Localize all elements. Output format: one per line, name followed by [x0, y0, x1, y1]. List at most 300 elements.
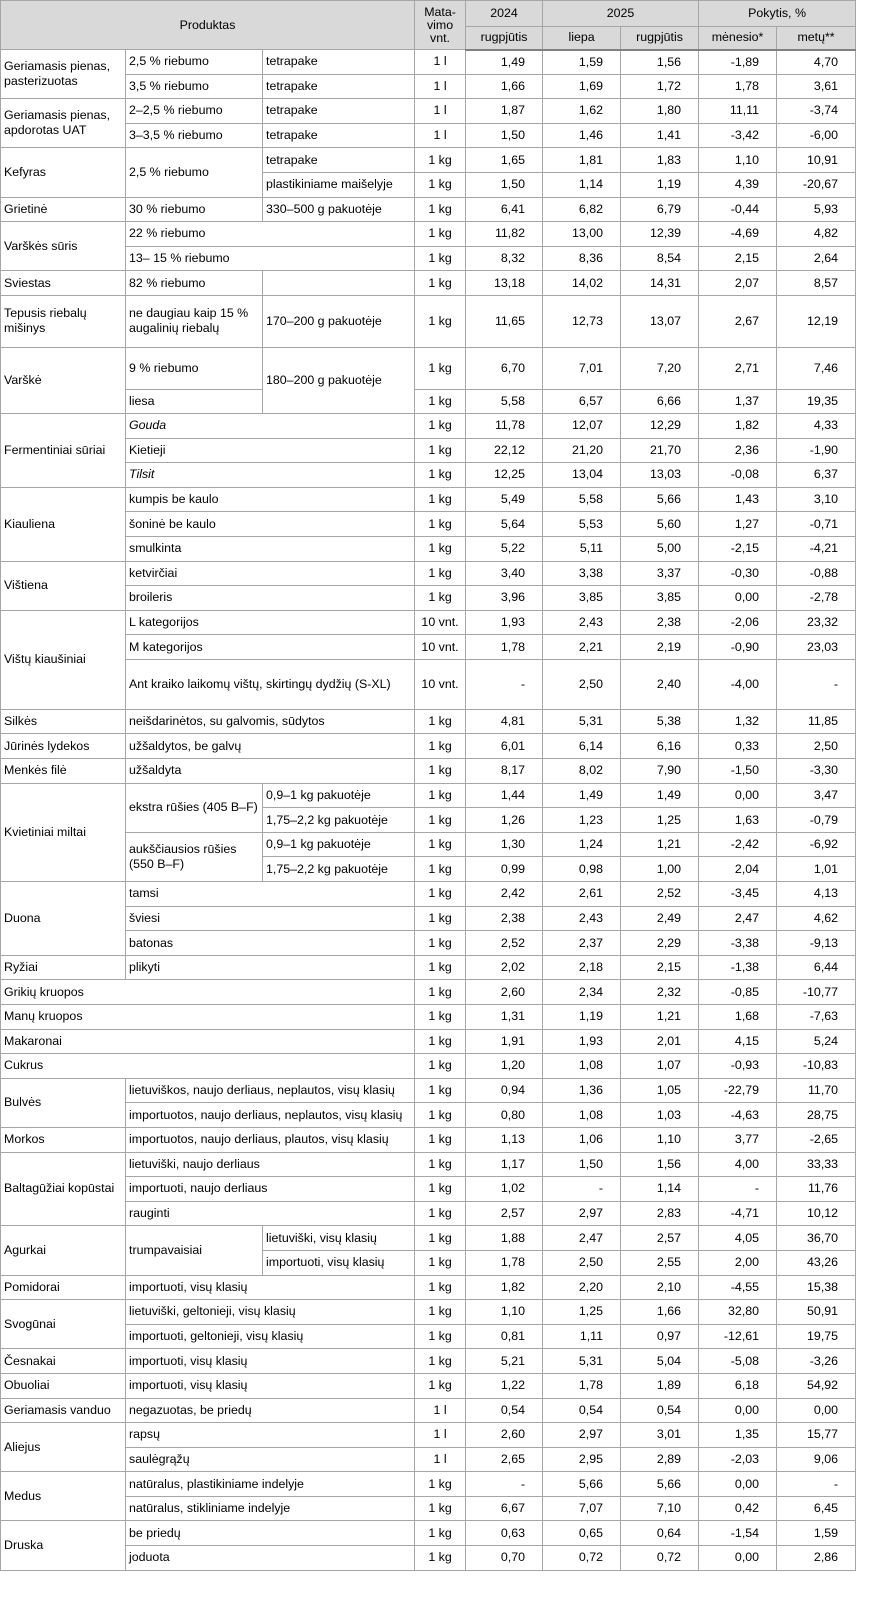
change-year: -10,83 — [777, 1054, 856, 1079]
product-variant: šviesi — [126, 906, 415, 931]
table-row — [1, 659, 856, 709]
unit: 1 kg — [415, 463, 466, 488]
product-variant: 82 % riebumo — [126, 271, 263, 296]
price-2025-aug: 0,64 — [621, 1521, 699, 1546]
change-year: -10,77 — [777, 980, 856, 1005]
table-row — [1, 734, 856, 759]
change-month: 0,00 — [699, 1472, 777, 1497]
price-2025-jul: 1,08 — [543, 1054, 621, 1079]
price-2024-aug: 1,49 — [466, 50, 543, 75]
price-2024-aug: - — [466, 659, 543, 709]
price-2025-aug: 7,90 — [621, 759, 699, 784]
price-2025-jul: 1,50 — [543, 1152, 621, 1177]
price-2025-jul: 1,08 — [543, 1103, 621, 1128]
table-row — [1, 1546, 856, 1571]
unit: 1 kg — [415, 1250, 466, 1275]
unit: 1 kg — [415, 561, 466, 586]
table-row — [1, 832, 856, 857]
change-year: 33,33 — [777, 1152, 856, 1177]
change-month: 1,43 — [699, 487, 777, 512]
price-2024-aug: 6,01 — [466, 734, 543, 759]
price-table-body — [1, 50, 856, 1571]
price-2025-jul: 2,43 — [543, 906, 621, 931]
unit: 1 kg — [415, 246, 466, 271]
product-name: Aliejus — [1, 1423, 126, 1472]
price-2024-aug: 1,88 — [466, 1226, 543, 1251]
change-year: 23,03 — [777, 635, 856, 660]
product-name: Silkės — [1, 709, 126, 734]
product-variant: aukščiausios rūšies (550 B–F) — [126, 832, 263, 881]
table-row — [1, 487, 856, 512]
change-month: 0,00 — [699, 1398, 777, 1423]
change-month: 32,80 — [699, 1300, 777, 1325]
table-row — [1, 463, 856, 488]
table-row — [1, 586, 856, 611]
product-variant: 2,5 % riebumo — [126, 50, 263, 75]
price-2025-aug: 2,89 — [621, 1447, 699, 1472]
price-2025-aug: 5,00 — [621, 536, 699, 561]
unit: 1 kg — [415, 295, 466, 347]
unit: 1 kg — [415, 832, 466, 857]
change-year: 5,93 — [777, 197, 856, 222]
product-variant: smulkinta — [126, 536, 415, 561]
unit: 1 kg — [415, 197, 466, 222]
price-2025-jul: 1,14 — [543, 172, 621, 197]
price-2024-aug: 2,57 — [466, 1201, 543, 1226]
price-2025-jul: 8,02 — [543, 759, 621, 784]
change-year: -9,13 — [777, 931, 856, 956]
product-name: Grikių kruopos — [1, 980, 415, 1005]
price-2025-aug: 12,29 — [621, 413, 699, 438]
change-year: 7,46 — [777, 347, 856, 389]
table-row — [1, 955, 856, 980]
price-2025-aug: 2,83 — [621, 1201, 699, 1226]
product-name: Cukrus — [1, 1054, 415, 1079]
price-2024-aug: 1,10 — [466, 1300, 543, 1325]
price-2025-aug: 1,21 — [621, 832, 699, 857]
product-variant: Tilsit — [126, 463, 415, 488]
product-variant: importuoti, visų klasių — [126, 1349, 415, 1374]
product-variant: rapsų — [126, 1423, 415, 1448]
change-year: 50,91 — [777, 1300, 856, 1325]
change-month: 2,00 — [699, 1250, 777, 1275]
product-variant: rauginti — [126, 1201, 415, 1226]
table-row — [1, 1054, 856, 1079]
product-variant: importuoti, visų klasių — [126, 1275, 415, 1300]
table-row — [1, 1447, 856, 1472]
change-month: 2,67 — [699, 295, 777, 347]
unit: 1 kg — [415, 1103, 466, 1128]
header-year-2025: 2025 — [543, 1, 699, 27]
product-variant: šoninė be kaulo — [126, 512, 415, 537]
product-name: Vištų kiaušiniai — [1, 610, 126, 709]
product-name: Svogūnai — [1, 1300, 126, 1349]
change-month: 4,39 — [699, 172, 777, 197]
price-2025-jul: 1,36 — [543, 1078, 621, 1103]
product-variant: importuotos, naujo derliaus, plautos, visų klasių — [126, 1127, 415, 1152]
price-2025-aug: 2,55 — [621, 1250, 699, 1275]
product-name: Fermentiniai sūriai — [1, 413, 126, 487]
header-change: Pokytis, % — [699, 1, 856, 27]
price-2025-aug: 1,19 — [621, 172, 699, 197]
change-month: 1,37 — [699, 389, 777, 413]
price-2025-jul: 1,23 — [543, 808, 621, 833]
change-year: 4,82 — [777, 222, 856, 247]
product-name: Sviestas — [1, 271, 126, 296]
price-2024-aug: 1,82 — [466, 1275, 543, 1300]
table-row — [1, 610, 856, 635]
unit: 1 kg — [415, 1201, 466, 1226]
product-name: Menkės filė — [1, 759, 126, 784]
price-2025-aug: 5,60 — [621, 512, 699, 537]
price-2025-aug: 14,31 — [621, 271, 699, 296]
price-2025-aug: 3,85 — [621, 586, 699, 611]
price-2024-aug: 1,13 — [466, 1127, 543, 1152]
change-month: -0,93 — [699, 1054, 777, 1079]
price-2025-jul: 3,38 — [543, 561, 621, 586]
table-row — [1, 931, 856, 956]
change-year: -2,78 — [777, 586, 856, 611]
product-variant: kumpis be kaulo — [126, 487, 415, 512]
price-2025-aug: 1,56 — [621, 1152, 699, 1177]
change-year: 1,01 — [777, 857, 856, 882]
price-2024-aug: 2,60 — [466, 980, 543, 1005]
price-2025-jul: - — [543, 1177, 621, 1202]
price-2024-aug: 1,50 — [466, 172, 543, 197]
price-2025-jul: 2,50 — [543, 659, 621, 709]
price-2024-aug: 1,22 — [466, 1373, 543, 1398]
change-month: 0,42 — [699, 1496, 777, 1521]
price-2025-aug: 6,66 — [621, 389, 699, 413]
price-2025-jul: 2,47 — [543, 1226, 621, 1251]
price-2025-aug: 5,66 — [621, 487, 699, 512]
price-2025-jul: 6,57 — [543, 389, 621, 413]
unit: 1 kg — [415, 734, 466, 759]
header-product: Produktas — [1, 1, 415, 50]
product-packaging: 1,75–2,2 kg pakuotėje — [263, 857, 415, 882]
change-month: -2,03 — [699, 1447, 777, 1472]
unit: 1 kg — [415, 1373, 466, 1398]
change-month: 4,00 — [699, 1152, 777, 1177]
change-year: 23,32 — [777, 610, 856, 635]
price-2024-aug: 1,20 — [466, 1054, 543, 1079]
product-name: Ryžiai — [1, 955, 126, 980]
product-variant: lietuviški, geltonieji, visų klasių — [126, 1300, 415, 1325]
unit: 1 l — [415, 99, 466, 124]
price-2025-aug: 1,10 — [621, 1127, 699, 1152]
change-year: 6,45 — [777, 1496, 856, 1521]
table-row — [1, 1496, 856, 1521]
unit: 1 kg — [415, 1546, 466, 1571]
product-variant: ketvirčiai — [126, 561, 415, 586]
price-2025-aug: 2,19 — [621, 635, 699, 660]
change-year: 2,86 — [777, 1546, 856, 1571]
table-row — [1, 1152, 856, 1177]
table-row — [1, 1398, 856, 1423]
unit: 1 kg — [415, 536, 466, 561]
product-name: Kiauliena — [1, 487, 126, 561]
price-2025-jul: 5,53 — [543, 512, 621, 537]
product-name: Kefyras — [1, 148, 126, 197]
price-2025-jul: 21,20 — [543, 438, 621, 463]
unit: 1 kg — [415, 148, 466, 173]
price-2025-jul: 2,34 — [543, 980, 621, 1005]
price-2025-jul: 14,02 — [543, 271, 621, 296]
price-2025-jul: 2,18 — [543, 955, 621, 980]
product-variant: negazuotas, be priedų — [126, 1398, 415, 1423]
change-month: 0,00 — [699, 783, 777, 808]
price-2025-jul: 1,11 — [543, 1324, 621, 1349]
change-month: 1,35 — [699, 1423, 777, 1448]
price-2024-aug: 1,87 — [466, 99, 543, 124]
change-year: 4,33 — [777, 413, 856, 438]
change-month: 0,00 — [699, 1546, 777, 1571]
price-2024-aug: 8,32 — [466, 246, 543, 271]
price-2025-aug: 1,66 — [621, 1300, 699, 1325]
table-row — [1, 222, 856, 247]
unit: 1 kg — [415, 172, 466, 197]
unit: 1 kg — [415, 1496, 466, 1521]
change-year: 8,57 — [777, 271, 856, 296]
product-name: Obuoliai — [1, 1373, 126, 1398]
price-2024-aug: 1,02 — [466, 1177, 543, 1202]
change-year: -3,26 — [777, 1349, 856, 1374]
price-2024-aug: 0,54 — [466, 1398, 543, 1423]
product-packaging: 1,75–2,2 kg pakuotėje — [263, 808, 415, 833]
price-2025-aug: 1,03 — [621, 1103, 699, 1128]
price-2025-aug: 2,57 — [621, 1226, 699, 1251]
price-2024-aug: 22,12 — [466, 438, 543, 463]
change-month: -22,79 — [699, 1078, 777, 1103]
product-variant: 2–2,5 % riebumo — [126, 99, 263, 124]
price-2024-aug: 1,78 — [466, 1250, 543, 1275]
table-row — [1, 123, 856, 148]
change-month: -3,42 — [699, 123, 777, 148]
price-2025-jul: 5,31 — [543, 1349, 621, 1374]
table-row — [1, 1423, 856, 1448]
header-month-aug-2025: rugpjūtis — [621, 27, 699, 50]
table-row — [1, 148, 856, 173]
unit: 1 kg — [415, 759, 466, 784]
change-month: - — [699, 1177, 777, 1202]
price-2025-jul: 1,78 — [543, 1373, 621, 1398]
table-row — [1, 50, 856, 75]
product-variant: importuotos, naujo derliaus, neplautos, visų klasių — [126, 1103, 415, 1128]
table-row — [1, 536, 856, 561]
table-row — [1, 1300, 856, 1325]
product-name: Duona — [1, 882, 126, 956]
price-2025-aug: 6,79 — [621, 197, 699, 222]
price-2025-jul: 2,97 — [543, 1423, 621, 1448]
unit: 1 kg — [415, 709, 466, 734]
product-name: Geriamasis pienas, apdorotas UAT — [1, 99, 126, 148]
change-month: 2,07 — [699, 271, 777, 296]
price-2025-aug: 13,03 — [621, 463, 699, 488]
product-name: Pomidorai — [1, 1275, 126, 1300]
change-year: 11,85 — [777, 709, 856, 734]
change-month: 4,15 — [699, 1029, 777, 1054]
price-2025-jul: 13,00 — [543, 222, 621, 247]
change-month: -0,30 — [699, 561, 777, 586]
change-month: -0,44 — [699, 197, 777, 222]
price-2025-jul: 8,36 — [543, 246, 621, 271]
price-2025-jul: 0,98 — [543, 857, 621, 882]
change-year: -1,90 — [777, 438, 856, 463]
product-name: Bulvės — [1, 1078, 126, 1127]
price-2024-aug: 5,49 — [466, 487, 543, 512]
product-packaging: lietuviški, visų klasių — [263, 1226, 415, 1251]
header-month-aug-2024: rugpjūtis — [466, 27, 543, 50]
price-2025-jul: 1,06 — [543, 1127, 621, 1152]
change-year: 3,47 — [777, 783, 856, 808]
change-year: -3,74 — [777, 99, 856, 124]
price-2025-aug: 2,52 — [621, 882, 699, 907]
price-2025-aug: 5,04 — [621, 1349, 699, 1374]
product-variant: ne daugiau kaip 15 % augalinių riebalų — [126, 295, 263, 347]
price-2024-aug: 1,50 — [466, 123, 543, 148]
price-2025-aug: 1,89 — [621, 1373, 699, 1398]
price-2024-aug: 11,82 — [466, 222, 543, 247]
packaging-empty — [263, 271, 415, 296]
price-2025-jul: 6,82 — [543, 197, 621, 222]
change-year: -0,71 — [777, 512, 856, 537]
price-2025-jul: 1,81 — [543, 148, 621, 173]
product-name: Varškė — [1, 347, 126, 413]
price-2025-jul: 1,24 — [543, 832, 621, 857]
table-row — [1, 1349, 856, 1374]
product-packaging: tetrapake — [263, 123, 415, 148]
change-year: -4,21 — [777, 536, 856, 561]
unit: 10 vnt. — [415, 610, 466, 635]
price-2025-jul: 12,07 — [543, 413, 621, 438]
table-row — [1, 783, 856, 808]
price-2025-aug: 1,25 — [621, 808, 699, 833]
product-packaging: 330–500 g pakuotėje — [263, 197, 415, 222]
change-month: 2,36 — [699, 438, 777, 463]
price-2024-aug: 5,22 — [466, 536, 543, 561]
price-2024-aug: 5,64 — [466, 512, 543, 537]
change-year: 10,91 — [777, 148, 856, 173]
product-variant: Ant kraiko laikomų vištų, skirtingų dydžių (S-XL) — [126, 659, 415, 709]
price-2024-aug: 6,70 — [466, 347, 543, 389]
price-2025-aug: 8,54 — [621, 246, 699, 271]
unit: 1 kg — [415, 857, 466, 882]
price-2025-jul: 2,95 — [543, 1447, 621, 1472]
change-year: 15,38 — [777, 1275, 856, 1300]
product-variant: batonas — [126, 931, 415, 956]
price-2025-aug: 12,39 — [621, 222, 699, 247]
unit: 1 kg — [415, 1177, 466, 1202]
price-2025-aug: 3,01 — [621, 1423, 699, 1448]
change-year: 5,24 — [777, 1029, 856, 1054]
price-2025-jul: 3,85 — [543, 586, 621, 611]
price-2025-aug: 21,70 — [621, 438, 699, 463]
change-month: 0,00 — [699, 586, 777, 611]
price-2024-aug: 0,63 — [466, 1521, 543, 1546]
price-2025-jul: 13,04 — [543, 463, 621, 488]
price-2024-aug: 2,38 — [466, 906, 543, 931]
table-row — [1, 347, 856, 389]
unit: 1 kg — [415, 1300, 466, 1325]
price-2025-aug: 1,05 — [621, 1078, 699, 1103]
change-month: -1,38 — [699, 955, 777, 980]
table-row — [1, 561, 856, 586]
unit: 1 kg — [415, 1226, 466, 1251]
change-year: 15,77 — [777, 1423, 856, 1448]
change-year: - — [777, 1472, 856, 1497]
unit: 1 kg — [415, 1472, 466, 1497]
change-year: 28,75 — [777, 1103, 856, 1128]
price-2024-aug: 0,99 — [466, 857, 543, 882]
change-year: 19,75 — [777, 1324, 856, 1349]
product-variant: 3,5 % riebumo — [126, 74, 263, 99]
product-packaging: 0,9–1 kg pakuotėje — [263, 832, 415, 857]
product-variant: importuoti, naujo derliaus — [126, 1177, 415, 1202]
change-month: -3,38 — [699, 931, 777, 956]
price-2025-aug: 13,07 — [621, 295, 699, 347]
price-2025-aug: 3,37 — [621, 561, 699, 586]
change-month: 1,82 — [699, 413, 777, 438]
price-2025-aug: 2,29 — [621, 931, 699, 956]
price-2025-jul: 2,61 — [543, 882, 621, 907]
change-month: -4,00 — [699, 659, 777, 709]
product-name: Geriamasis vanduo — [1, 1398, 126, 1423]
price-2025-aug: 1,72 — [621, 74, 699, 99]
change-year: 43,26 — [777, 1250, 856, 1275]
product-variant: 3–3,5 % riebumo — [126, 123, 263, 148]
unit: 1 kg — [415, 808, 466, 833]
product-variant: saulėgrąžų — [126, 1447, 415, 1472]
price-2024-aug: - — [466, 1472, 543, 1497]
price-2024-aug: 5,21 — [466, 1349, 543, 1374]
price-2025-aug: 5,38 — [621, 709, 699, 734]
price-2025-aug: 6,16 — [621, 734, 699, 759]
product-variant: 2,5 % riebumo — [126, 148, 263, 197]
change-month: -4,69 — [699, 222, 777, 247]
price-2025-aug: 0,72 — [621, 1546, 699, 1571]
price-2024-aug: 1,66 — [466, 74, 543, 99]
price-2025-aug: 1,56 — [621, 50, 699, 75]
change-month: 1,10 — [699, 148, 777, 173]
table-row — [1, 759, 856, 784]
price-2025-aug: 1,83 — [621, 148, 699, 173]
unit: 1 kg — [415, 1275, 466, 1300]
unit: 10 vnt. — [415, 635, 466, 660]
price-2025-jul: 5,66 — [543, 1472, 621, 1497]
product-packaging: tetrapake — [263, 74, 415, 99]
table-row — [1, 1373, 856, 1398]
price-2024-aug: 2,52 — [466, 931, 543, 956]
price-2025-aug: 1,07 — [621, 1054, 699, 1079]
price-2025-jul: 5,31 — [543, 709, 621, 734]
price-2025-aug: 2,32 — [621, 980, 699, 1005]
product-packaging: tetrapake — [263, 50, 415, 75]
unit: 1 kg — [415, 487, 466, 512]
unit: 1 kg — [415, 882, 466, 907]
change-year: -0,88 — [777, 561, 856, 586]
product-name: Tepusis riebalų mišinys — [1, 295, 126, 347]
change-year: 36,70 — [777, 1226, 856, 1251]
product-name: Medus — [1, 1472, 126, 1521]
price-2024-aug: 11,65 — [466, 295, 543, 347]
table-row — [1, 1029, 856, 1054]
table-row — [1, 413, 856, 438]
price-2024-aug: 11,78 — [466, 413, 543, 438]
header-month-jul-2025: liepa — [543, 27, 621, 50]
product-variant: užšaldytos, be galvų — [126, 734, 415, 759]
product-variant: trumpavaisiai — [126, 1226, 263, 1275]
table-row — [1, 882, 856, 907]
